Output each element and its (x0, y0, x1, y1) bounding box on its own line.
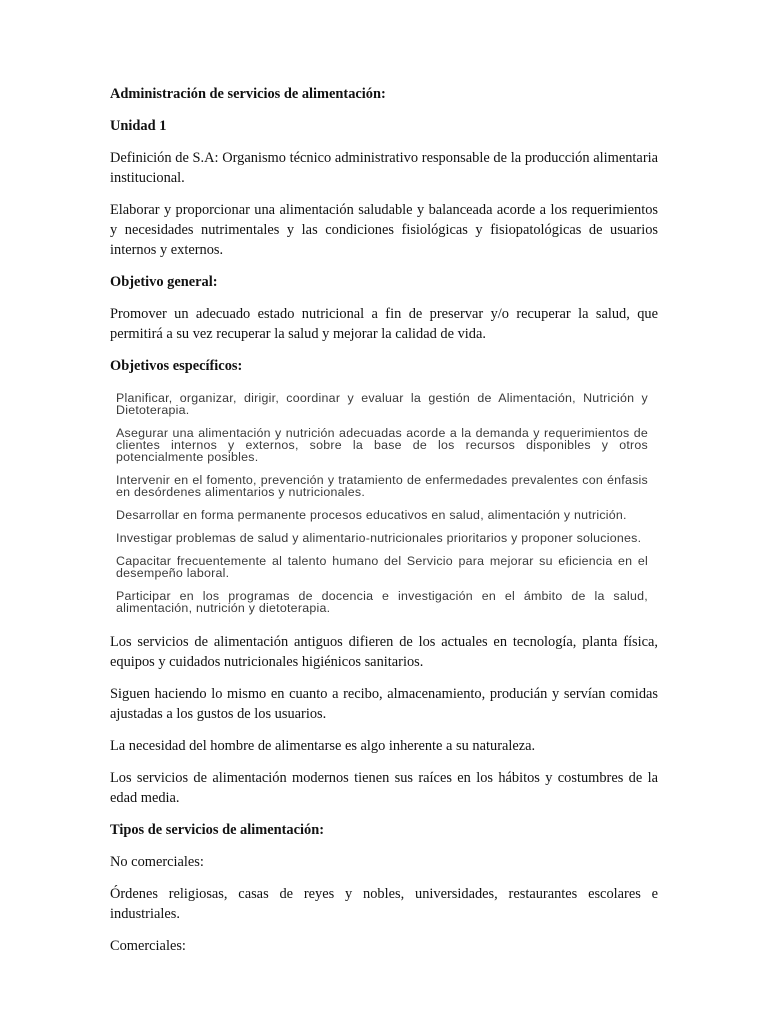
specific-objective-item: Participar en los programas de docencia e investigación en el ámbito de la salud, alimentación, nutrición y dietoterapia. (116, 589, 648, 615)
types-heading: Tipos de servicios de alimentación: (110, 822, 324, 838)
commercial-label: Comerciales: (110, 938, 186, 954)
purpose-paragraph: Elaborar y proporcionar una alimentación saludable y balanceada acorde a los requerimientos y necesidades nutrimentales y las condiciones fisiológicas y fisiopatológicas de usuarios internos y externos. (110, 202, 658, 258)
non-commercial-examples: Órdenes religiosas, casas de reyes y nobles, universidades, restaurantes escolares e industriales. (110, 886, 658, 922)
specific-objective-item: Asegurar una alimentación y nutrición adecuadas acorde a la demanda y requerimientos de clientes internos y externos, sobre la base de los recursos disponibles y otros potencialmente posibles. (116, 426, 648, 464)
document-page (110, 84, 658, 968)
specific-objectives-image (112, 388, 648, 618)
unit-heading: Unidad 1 (110, 118, 167, 134)
specific-objective-item: Capacitar frecuentemente al talento humano del Servicio para mejorar su eficiencia en el desempeño laboral. (116, 554, 648, 580)
history-paragraph-2: Siguen haciendo lo mismo en cuanto a recibo, almacenamiento, producián y servían comidas ajustadas a los gustos de los usuarios. (110, 686, 658, 722)
non-commercial-label: No comerciales: (110, 854, 204, 870)
document-title: Administración de servicios de alimentación: (110, 86, 386, 102)
definition-paragraph: Definición de S.A: Organismo técnico administrativo responsable de la producción alimentaria institucional. (110, 150, 658, 186)
history-paragraph-1: Los servicios de alimentación antiguos difieren de los actuales en tecnología, planta física, equipos y cuidados nutricionales higiénicos sanitarios. (110, 634, 658, 670)
general-objective-paragraph: Promover un adecuado estado nutricional a fin de preservar y/o recuperar la salud, que permitirá a su vez recuperar la salud y mejorar la calidad de vida. (110, 306, 658, 342)
history-paragraph-3: La necesidad del hombre de alimentarse es algo inherente a su naturaleza. (110, 738, 536, 754)
specific-objectives-heading: Objetivos específicos: (110, 358, 243, 374)
specific-objective-item: Planificar, organizar, dirigir, coordinar y evaluar la gestión de Alimentación, Nutrición y Dietoterapia. (116, 391, 648, 417)
specific-objective-item: Desarrollar en forma permanente procesos educativos en salud, alimentación y nutrición. (116, 508, 627, 522)
general-objective-heading: Objetivo general: (110, 274, 218, 290)
history-paragraph-4: Los servicios de alimentación modernos tienen sus raíces en los hábitos y costumbres de la edad media. (110, 770, 658, 806)
specific-objective-item: Intervenir en el fomento, prevención y tratamiento de enfermedades prevalentes con énfasis en desórdenes alimentarios y nutricionales. (116, 473, 648, 499)
specific-objective-item: Investigar problemas de salud y alimentario-nutricionales prioritarios y proponer soluciones. (116, 531, 642, 545)
